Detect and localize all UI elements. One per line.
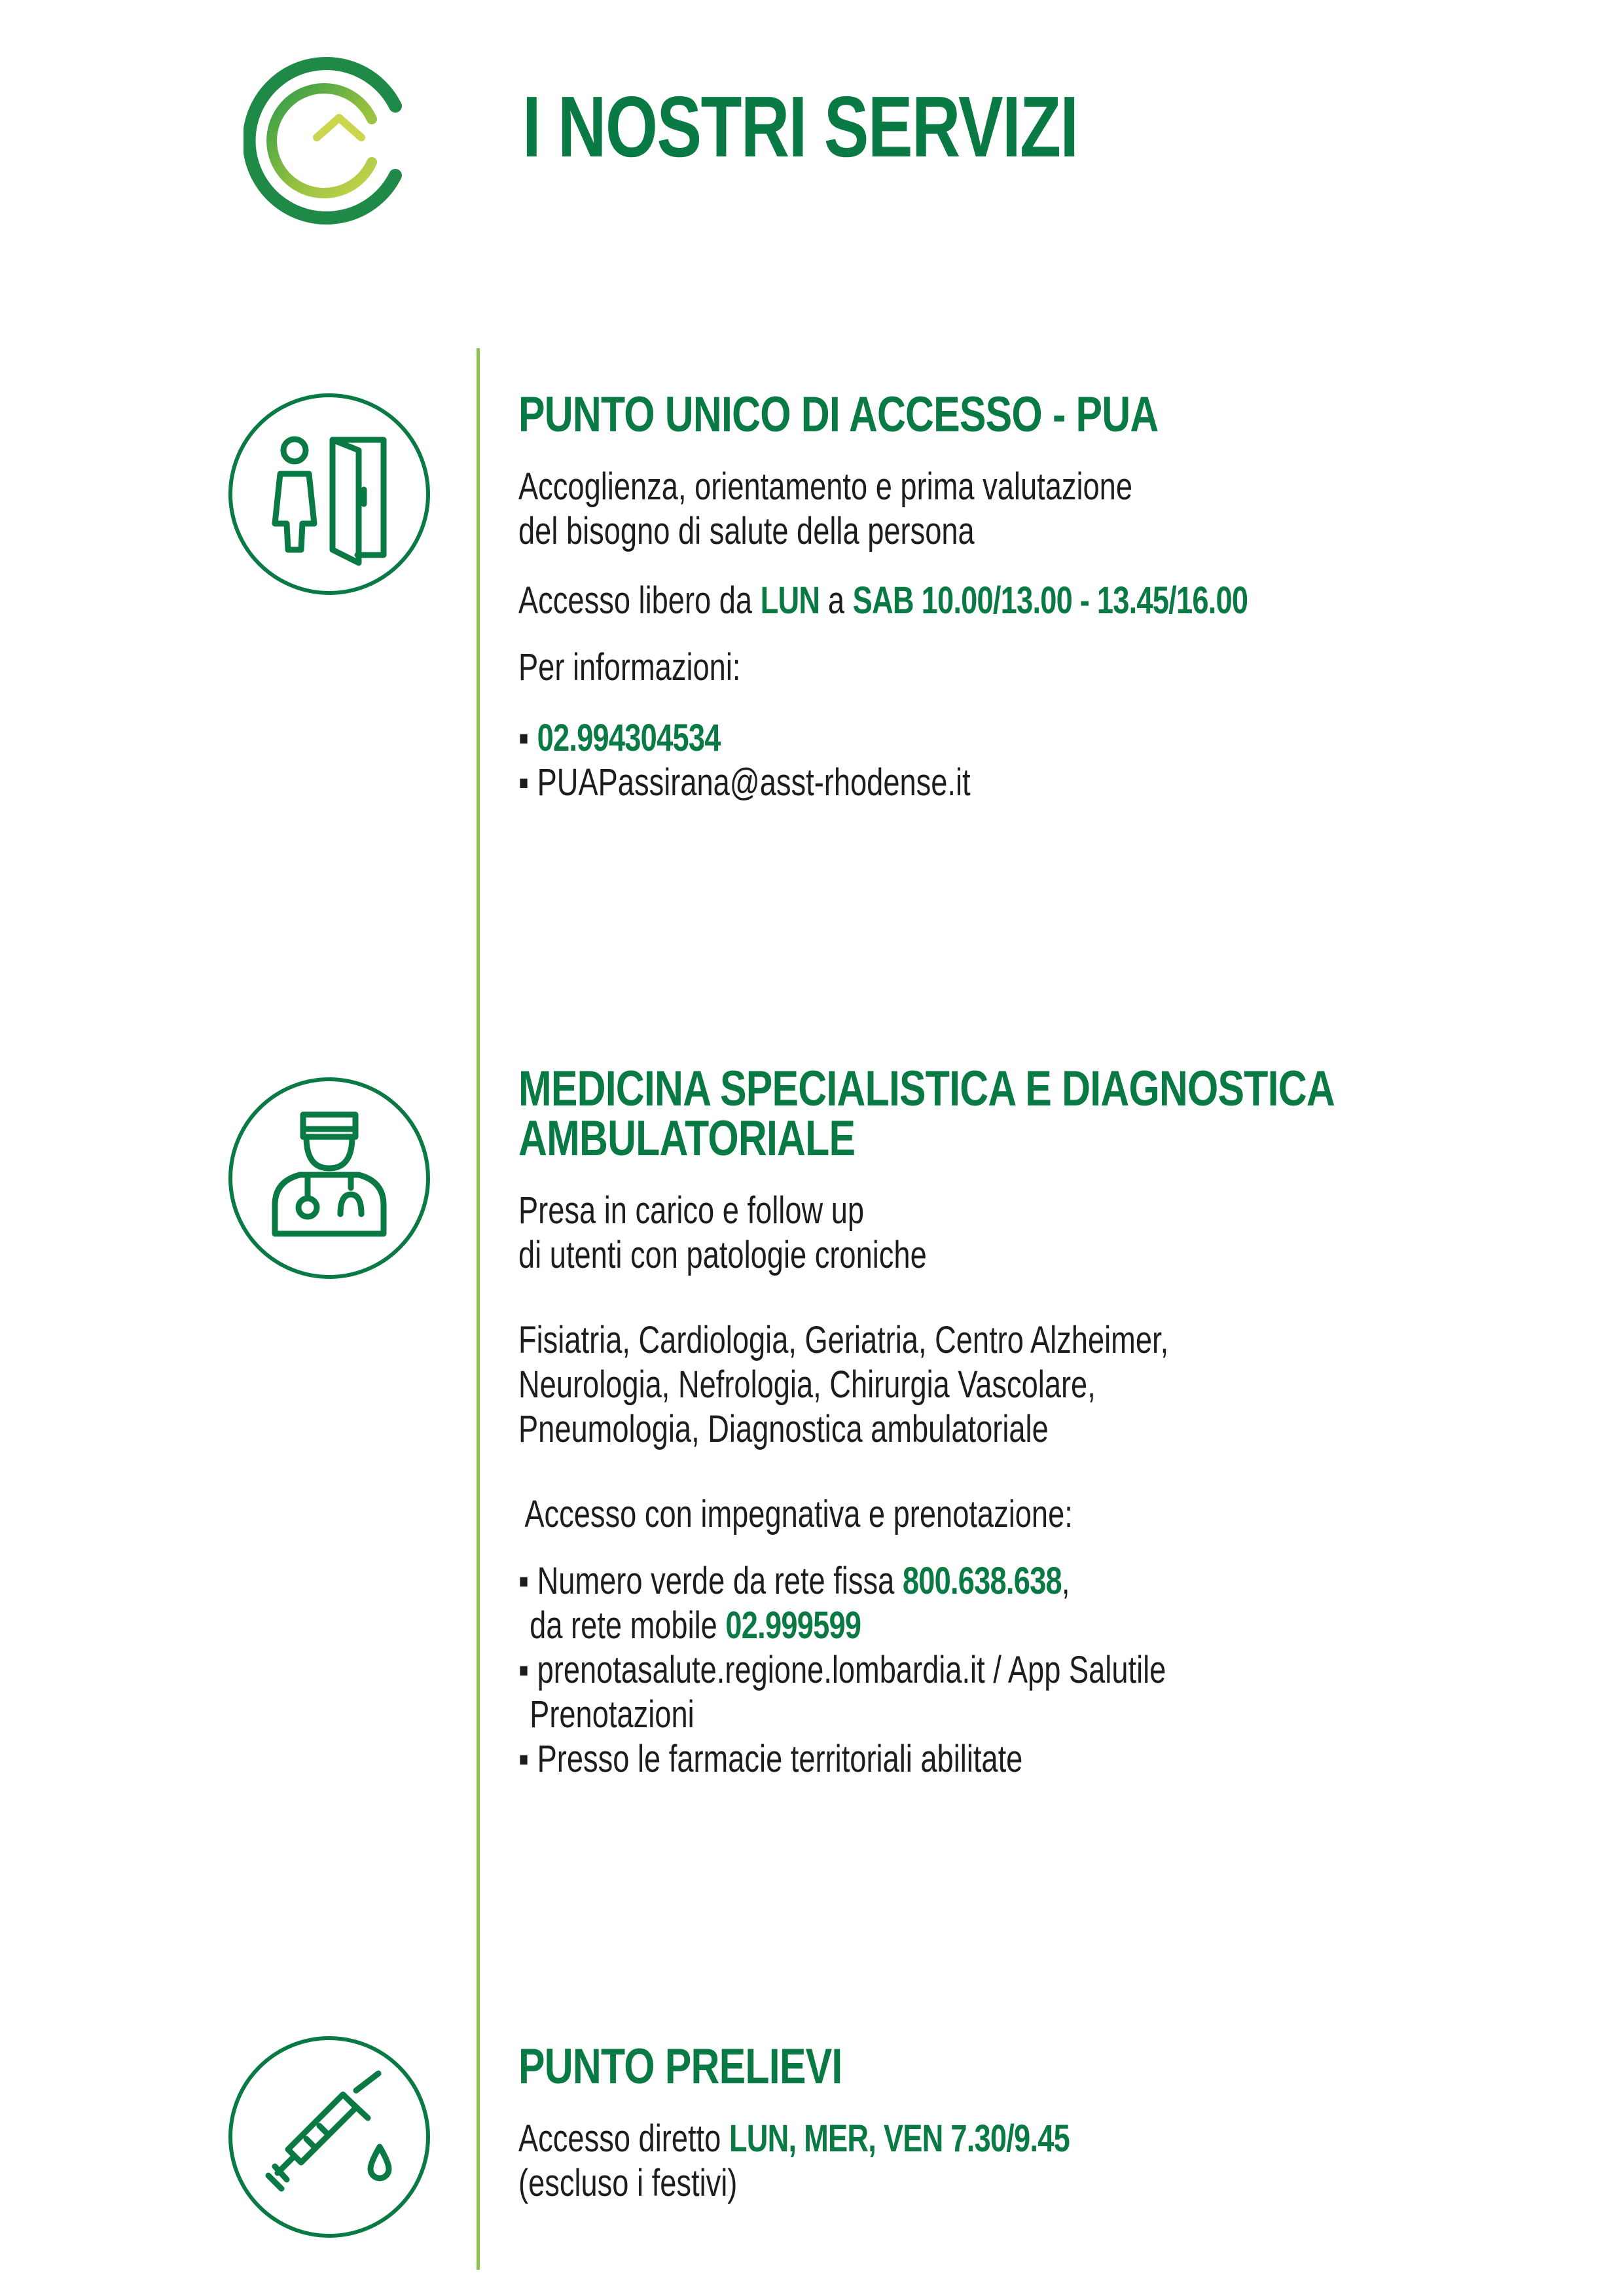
description-line: Accoglienza, orientamento e prima valutazione	[518, 465, 1133, 508]
booking-text: Presso le farmacie territoriali abilitate	[537, 1738, 1023, 1780]
section-title: PUNTO PRELIEVI	[518, 2039, 842, 2094]
mobile-number[interactable]: 02.999599	[725, 1604, 861, 1647]
person-door-icon	[228, 393, 431, 596]
doctor-icon	[228, 1077, 431, 1280]
access-note: (escluso i festivi)	[518, 2162, 738, 2204]
access-hours-value: 10.00/13.00 - 13.45/16.00	[913, 579, 1248, 622]
description-line: di utenti con patologie croniche	[518, 1234, 927, 1276]
info-label: Per informazioni:	[518, 646, 741, 689]
access-hours	[518, 2117, 1335, 2161]
logo-icon	[244, 52, 420, 229]
section-medicina	[518, 1061, 1566, 1782]
description-line: Presa in carico e follow up	[518, 1189, 865, 1232]
section-pua	[518, 387, 1566, 805]
page-title: I NOSTRI SERVIZI	[522, 79, 1078, 175]
access-prefix: Accesso diretto	[518, 2117, 729, 2160]
access-day-to: SAB	[852, 579, 914, 622]
booking-comma: ,	[1061, 1560, 1070, 1602]
toll-free-number[interactable]: 800.638.638	[902, 1560, 1062, 1602]
specialty-line: Fisiatria, Cardiologia, Geriatria, Centro Alzheimer,	[518, 1319, 1169, 1361]
section-title	[518, 1061, 1356, 1166]
title-line: AMBULATORIALE	[518, 1111, 856, 1166]
booking-item	[518, 1648, 1335, 1693]
booking-text: da rete mobile	[530, 1604, 726, 1647]
specialty-line: Neurologia, Nefrologia, Chirurgia Vascolare,	[518, 1363, 1096, 1406]
access-hours-value: LUN, MER, VEN 7.30/9.45	[729, 2117, 1070, 2160]
email-item	[518, 761, 1335, 805]
access-hours	[518, 579, 1335, 623]
description-line: del bisogno di salute della persona	[518, 510, 975, 552]
section-title: PUNTO UNICO DI ACCESSO - PUA	[518, 387, 1159, 442]
booking-item	[518, 1737, 1335, 1782]
specialty-line: Pneumologia, Diagnostica ambulatoriale	[518, 1408, 1049, 1450]
access-mid: a	[820, 579, 853, 622]
booking-item	[518, 1559, 1335, 1604]
medicina-icon-circle	[228, 1077, 431, 1280]
phone-item	[518, 716, 1335, 761]
booking-link[interactable]: prenotasalute.regione.lombardia.it / App Salutile	[537, 1649, 1166, 1691]
logo	[244, 52, 420, 229]
pua-icon-circle	[228, 393, 431, 596]
booking-label: Accesso con impegnativa e prenotazione:	[524, 1493, 1073, 1535]
phone-number[interactable]: 02.994304534	[537, 717, 721, 759]
section-body	[518, 465, 1335, 805]
booking-item-cont	[518, 1604, 1335, 1648]
section-prelievi	[518, 2039, 1566, 2206]
booking-item-cont: Prenotazioni	[530, 1693, 695, 1736]
email-link[interactable]: PUAPassirana@asst-rhodense.it	[537, 761, 971, 804]
syringe-icon	[228, 2036, 431, 2238]
access-day-from: LUN	[760, 579, 820, 622]
timeline-line	[477, 348, 480, 2270]
booking-text: Numero verde da rete fissa	[537, 1560, 903, 1602]
access-prefix: Accesso libero da	[518, 579, 761, 622]
title-line: MEDICINA SPECIALISTICA E DIAGNOSTICA	[518, 1061, 1335, 1117]
section-body	[518, 2117, 1335, 2206]
prelievi-icon-circle	[228, 2036, 431, 2238]
section-body	[518, 1189, 1335, 1782]
